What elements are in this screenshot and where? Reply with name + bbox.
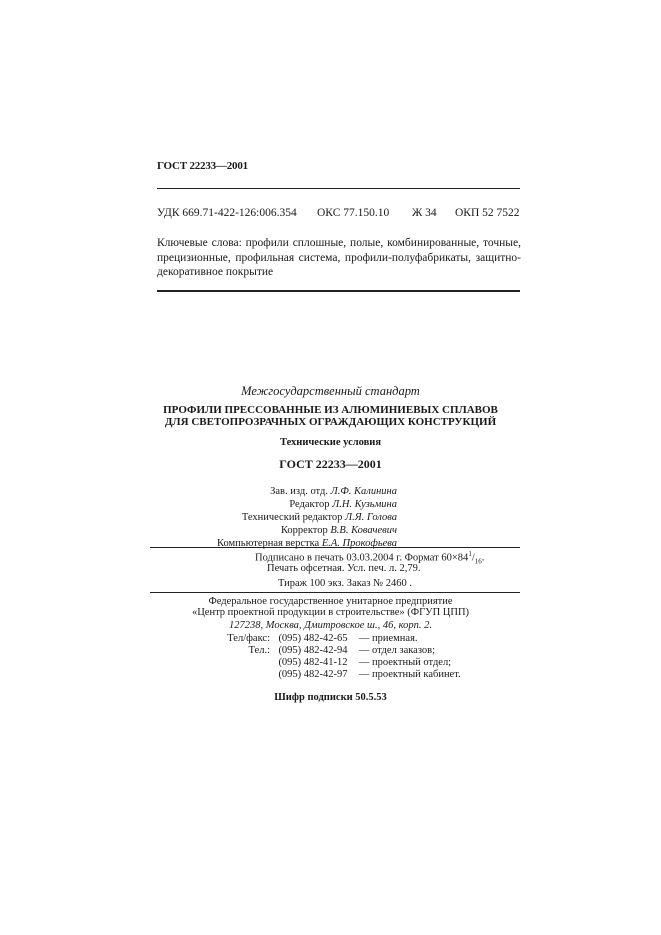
- contact-row: [214, 669, 461, 681]
- signed-to-print: Подписано в печать 03.03.2004 г. Формат $60\times 84^1/_{16}$.: [255, 550, 485, 566]
- contact-dash: —: [358, 657, 370, 668]
- org-line-1: Федеральное государственное унитарное предприятие: [208, 596, 453, 607]
- contact-dash: —: [358, 645, 370, 656]
- oks-code: ОКС 77.150.10: [317, 207, 390, 219]
- contact-label: [214, 669, 270, 681]
- udc-code: УДК 669.71-422-126:006.354: [157, 207, 297, 219]
- staff-row: [200, 537, 397, 550]
- contact-number: (095) 482-41-12: [278, 657, 348, 668]
- signed-suffix: .: [481, 552, 485, 564]
- contact-label: [214, 657, 270, 669]
- contact-number: (095) 482-42-94: [278, 645, 348, 656]
- format-sup: 1: [468, 550, 472, 558]
- contact-desc: проектный отдел;: [372, 657, 452, 668]
- staff-name: Л.Н. Кузьмина: [332, 499, 397, 510]
- staff-role: Технический редактор: [241, 512, 343, 523]
- title-line-1: ПРОФИЛИ ПРЕССОВАННЫЕ ИЗ АЛЮМИНИЕВЫХ СПЛАВОВ: [163, 404, 498, 416]
- format-sub: 16: [474, 557, 482, 566]
- contact-number: (095) 482-42-97: [278, 669, 348, 680]
- contact-desc: проектный кабинет.: [372, 669, 461, 680]
- contact-desc: отдел заказов;: [372, 645, 436, 656]
- staff-name: Е.А. Прокофьева: [321, 538, 397, 549]
- contact-row: [214, 657, 461, 669]
- contact-dash: —: [358, 633, 370, 644]
- staff-name: В.В. Ковачевич: [330, 525, 397, 536]
- contact-label: Тел/факс:: [227, 633, 270, 644]
- org-address: 127238, Москва, Дмитровское ш., 46, корп. 2.: [229, 620, 432, 631]
- contact-number: (095) 482-42-65: [278, 633, 348, 644]
- print-sheets: Печать офсетная. Усл. печ. л. 2,79.: [267, 563, 421, 574]
- staff-row: [200, 498, 397, 511]
- header-rule: [157, 188, 520, 189]
- contact-label: Тел.:: [248, 645, 270, 656]
- contacts-list: [214, 633, 461, 681]
- staff-role: Корректор: [280, 525, 328, 536]
- standard-code: ГОСТ 22233—2001: [279, 457, 382, 471]
- keywords-rule: [157, 290, 520, 292]
- subscription-code: Шифр подписки 50.5.53: [274, 692, 387, 703]
- contact-dash: —: [358, 669, 370, 680]
- staff-credits: [200, 485, 397, 550]
- keywords: Ключевые слова: профили сплошные, полые, комбинированные, точные, прецизионные, профильная система, профили-полуфабрикаты, защитно-декоративное покрытие: [157, 237, 521, 278]
- staff-role: Компьютерная верстка: [217, 538, 320, 549]
- standard-subtitle: Технические условия: [279, 437, 382, 448]
- org-line-2: «Центр проектной продукции в строительстве» (ФГУП ЦПП): [191, 607, 470, 618]
- contact-row: [214, 633, 461, 645]
- header-gost-code: ГОСТ 22233—2001: [157, 160, 248, 172]
- group-code: Ж 34: [412, 207, 437, 219]
- okp-code: ОКП 52 7522: [455, 207, 520, 219]
- staff-name: Л.Ф. Калинина: [330, 486, 397, 497]
- contact-row: [214, 645, 461, 657]
- contact-desc: приемная.: [372, 633, 418, 644]
- publication-rule: [150, 592, 520, 593]
- staff-row: [200, 485, 397, 498]
- print-run: Тираж 100 экз. Заказ № 2460 .: [278, 578, 412, 589]
- standard-type: Межгосударственный стандарт: [241, 384, 420, 398]
- signed-text: Подписано в печать 03.03.2004 г. Формат 60×84: [255, 552, 469, 564]
- title-line-2: ДЛЯ СВЕТОПРОЗРАЧНЫХ ОГРАЖДАЮЩИХ КОНСТРУКЦИЙ: [164, 416, 497, 428]
- staff-role: Редактор: [289, 499, 330, 510]
- staff-name: Л.Я. Голова: [345, 512, 397, 523]
- standard-title: [0, 404, 661, 428]
- staff-role: Зав. изд. отд.: [270, 486, 328, 497]
- staff-row: [200, 511, 397, 524]
- staff-row: [200, 524, 397, 537]
- staff-rule: [150, 547, 520, 548]
